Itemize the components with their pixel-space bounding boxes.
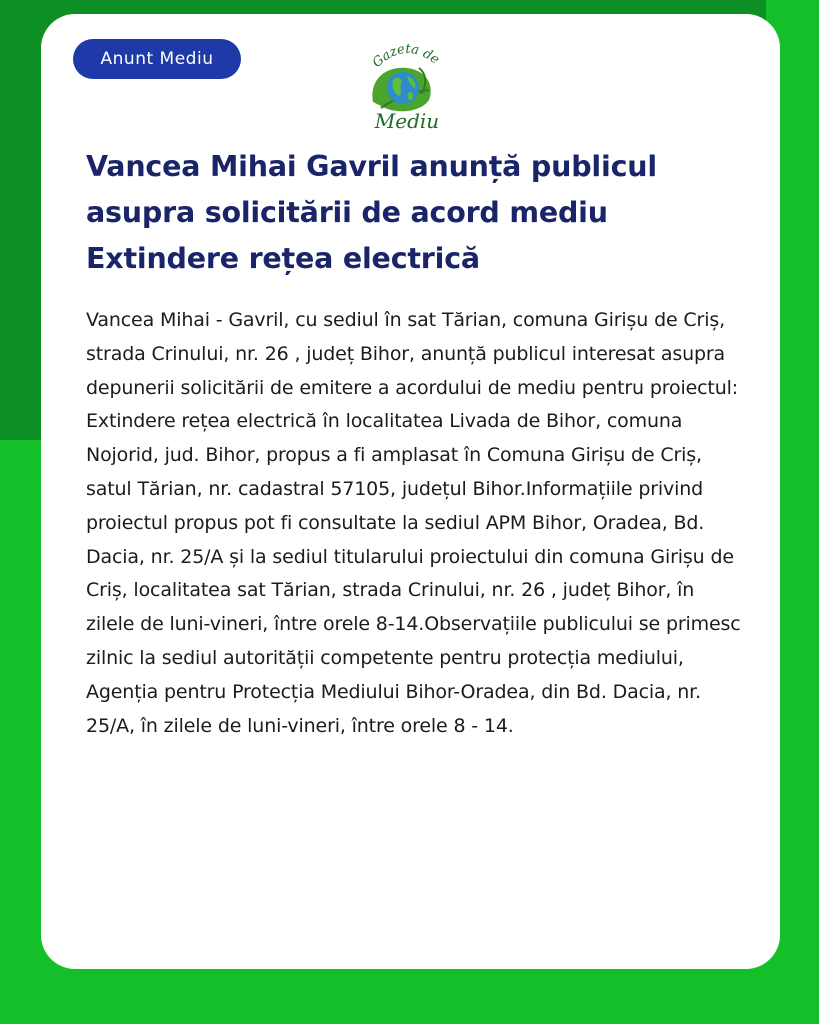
category-badge[interactable]: Anunt Mediu bbox=[73, 39, 241, 79]
svg-text:Gazeta de bbox=[370, 42, 443, 71]
gazeta-de-mediu-logo bbox=[355, 38, 455, 134]
article-title: Vancea Mihai Gavril anunță publicul asupra solicitării de acord mediu Extindere rețea electrică bbox=[86, 150, 657, 275]
globe-icon bbox=[387, 72, 419, 104]
logo-text-bottom: Mediu bbox=[374, 109, 440, 133]
article-body: Vancea Mihai - Gavril, cu sediul în sat Tărian, comuna Girișu de Criș, strada Crinului, nr. 26 , județ Bihor, anunță publicul interesat asupra depunerii solicitării de emitere a acordului de mediu pentru proiectul: Extindere rețea electrică în localitatea Livada de Bihor, comuna Nojorid, jud. Bihor, propus a fi amplasat în Comuna Girișu de Criș, satul Tărian, nr. cadastral 57105, județul Bihor.Informațiile privind proiectul propus pot fi consultate la sediul APM Bihor, Oradea, Bd. Dacia, nr. 25/A și la sediul titularului proiectului din comuna Girișu de Criș, localitatea sat Tărian, strada Crinului, nr. 26 , județ Bihor, în zilele de luni-vineri, între orele 8-14.Observațiile publicului se primesc zilnic la sediul autorității competente pentru protecția mediului, Agenția pentru Protecția Mediului Bihor-Oradea, din Bd. Dacia, nr. 25/A, în zilele de luni-vineri, între orele 8 - 14. bbox=[86, 309, 741, 737]
logo-text-top: Gazeta de bbox=[369, 41, 443, 71]
